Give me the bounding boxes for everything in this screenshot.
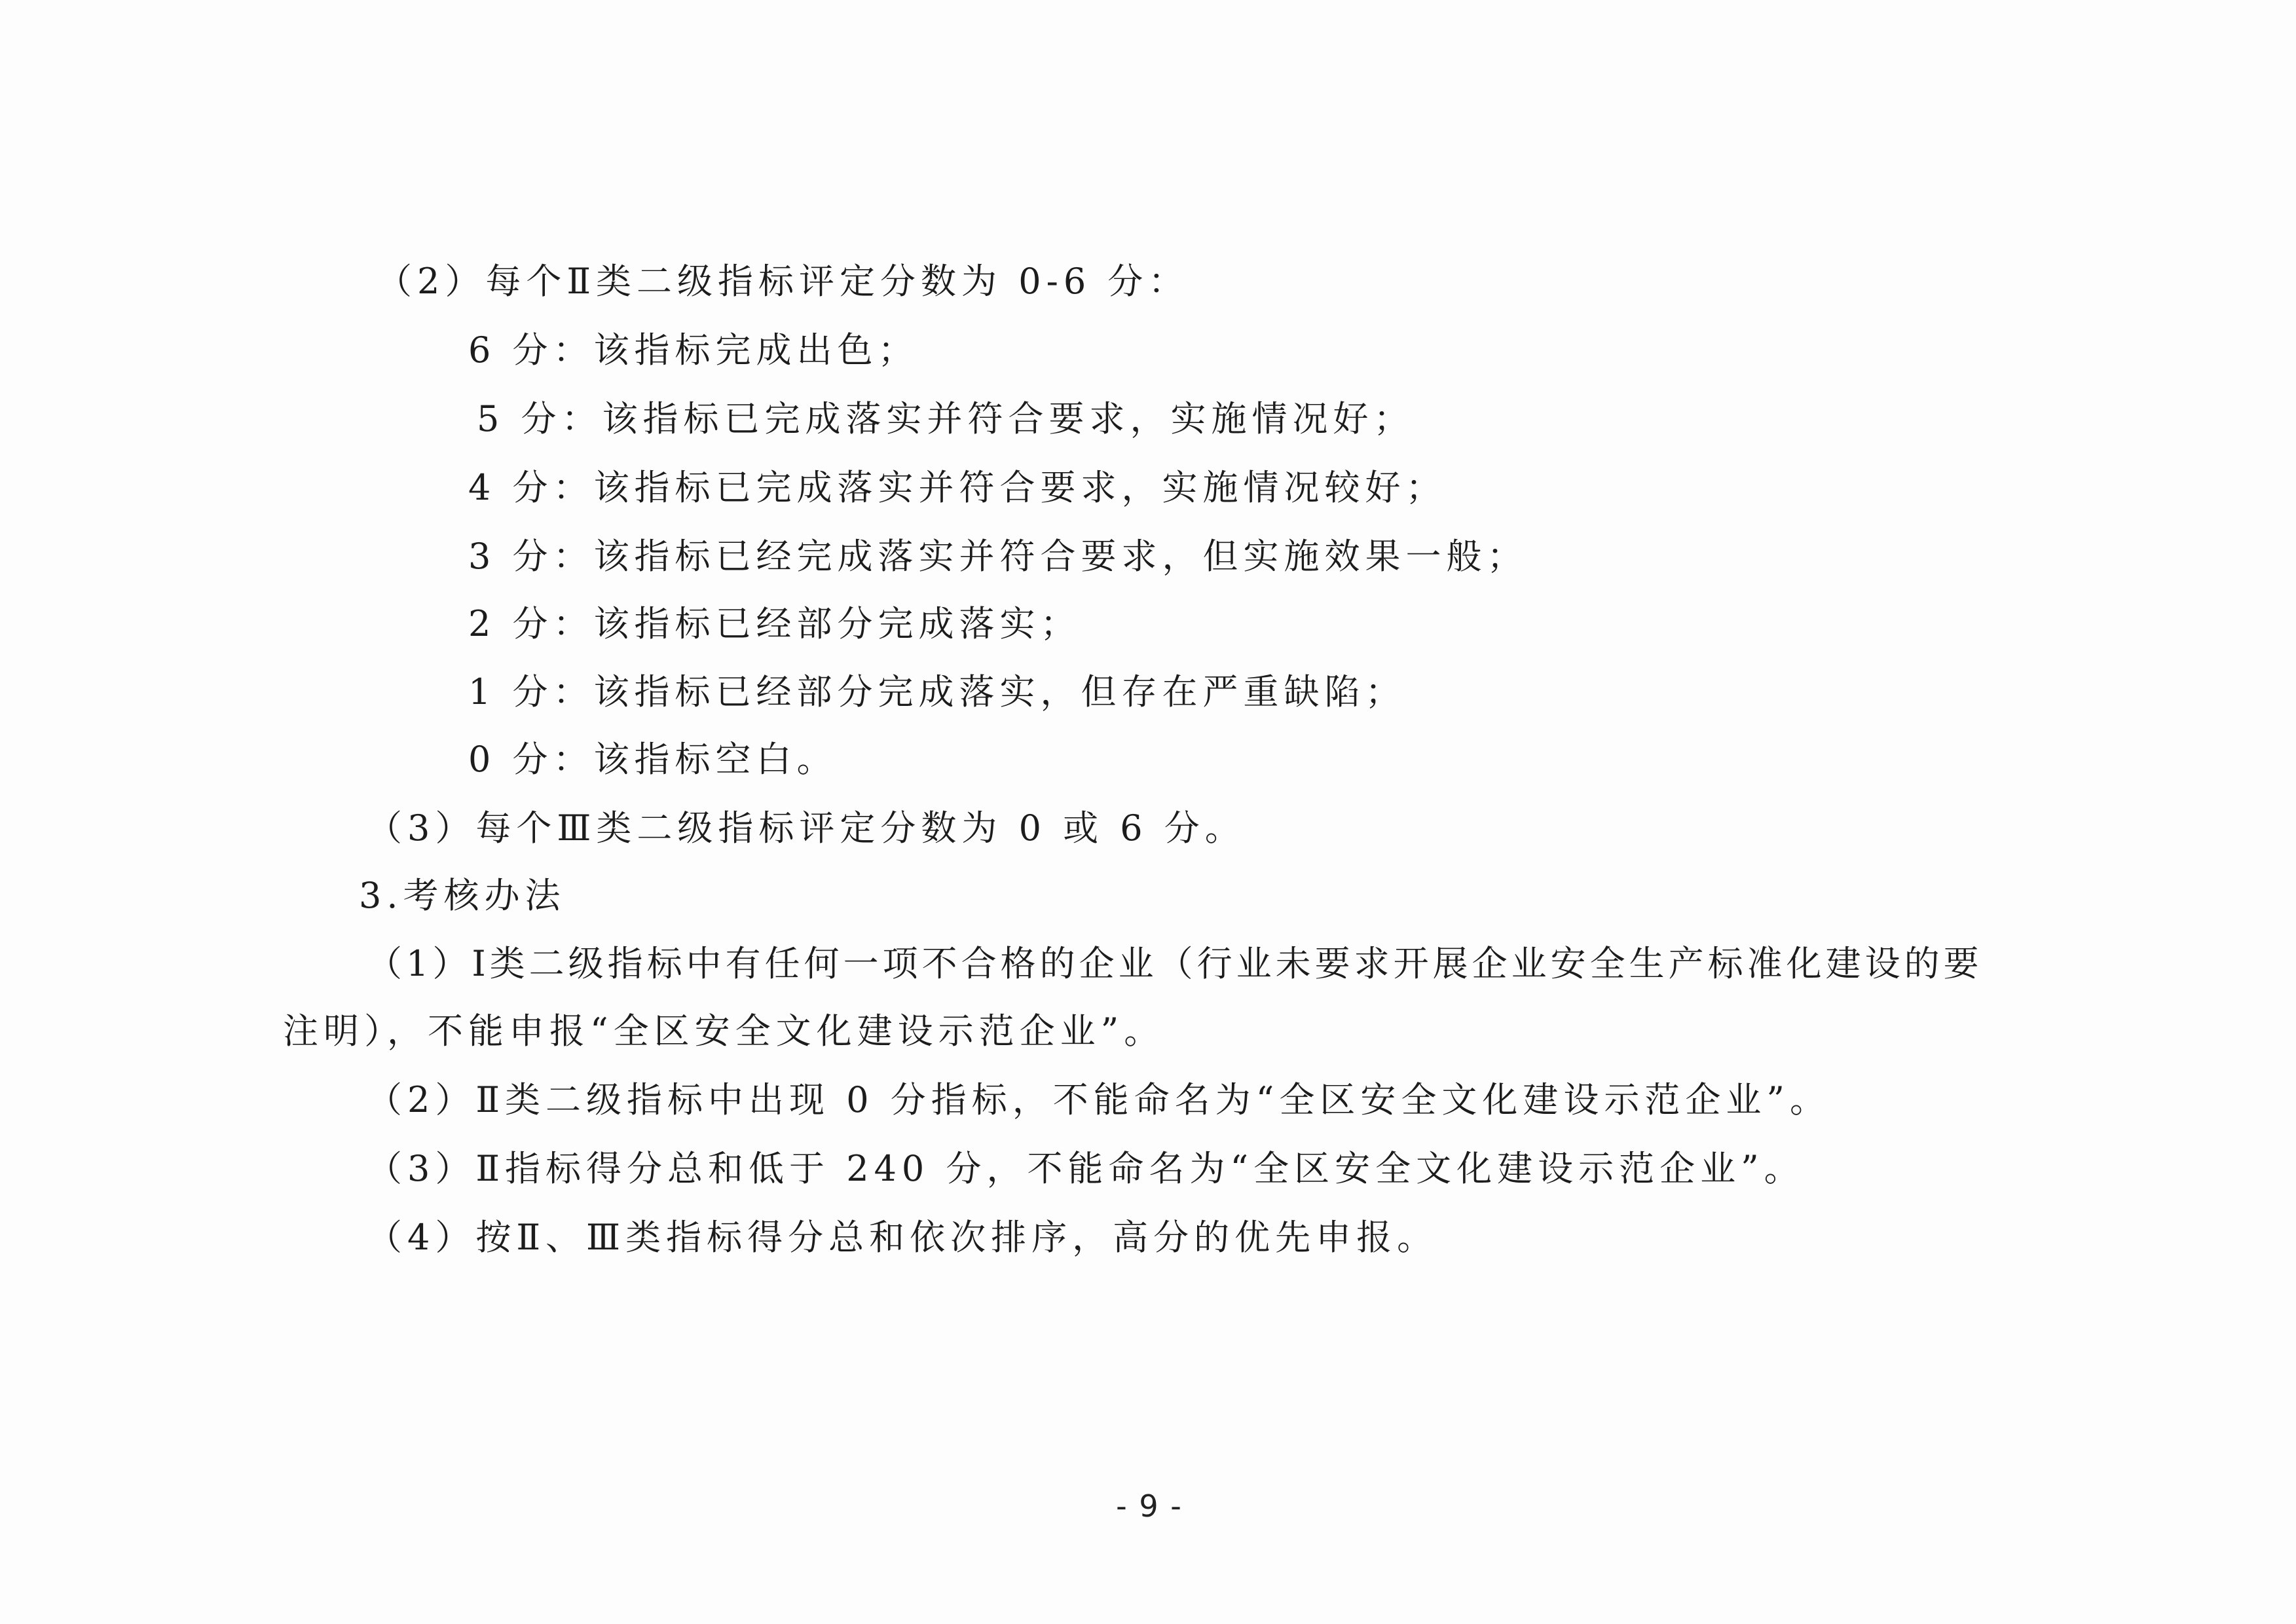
score-2-description: 2 分：该指标已经部分完成落实； (468, 603, 1081, 644)
score-5-description: 5 分：该指标已完成落实并符合要求，实施情况好； (477, 398, 1415, 439)
section-heading-assessment-method: 3.考核办法 (359, 875, 566, 916)
scoring-rule-3-heading: （3）每个Ⅲ类二级指标评定分数为 0 或 6 分。 (367, 807, 1246, 849)
score-6-description: 6 分：该指标完成出色； (468, 329, 919, 371)
score-0-description: 0 分：该指标空白。 (468, 739, 838, 780)
page-number: - 9 - (1116, 1488, 1183, 1524)
score-1-description: 1 分：该指标已经部分完成落实，但存在严重缺陷； (468, 671, 1406, 712)
score-4-description: 4 分：该指标已完成落实并符合要求，实施情况较好； (468, 467, 1447, 508)
assessment-rule-1-line-1: （1）Ⅰ类二级指标中有任何一项不合格的企业（行业未要求开展企业安全生产标准化建设的要 (367, 943, 1983, 984)
assessment-rule-4: （4）按Ⅱ、Ⅲ类指标得分总和依次排序，高分的优先申报。 (367, 1217, 1438, 1258)
scoring-rule-2-heading: （2）每个Ⅱ类二级指标评定分数为 0-6 分： (377, 261, 1189, 302)
assessment-rule-3: （3）Ⅱ指标得分总和低于 240 分，不能命名为“全区安全文化建设示范企业”。 (367, 1148, 1805, 1189)
score-3-description: 3 分：该指标已经完成落实并符合要求，但实施效果一般； (468, 536, 1528, 577)
assessment-rule-1-line-2: 注明），不能申报“全区安全文化建设示范企业”。 (283, 1010, 1165, 1052)
assessment-rule-2: （2）Ⅱ类二级指标中出现 0 分指标，不能命名为“全区安全文化建设示范企业”。 (367, 1079, 1830, 1120)
